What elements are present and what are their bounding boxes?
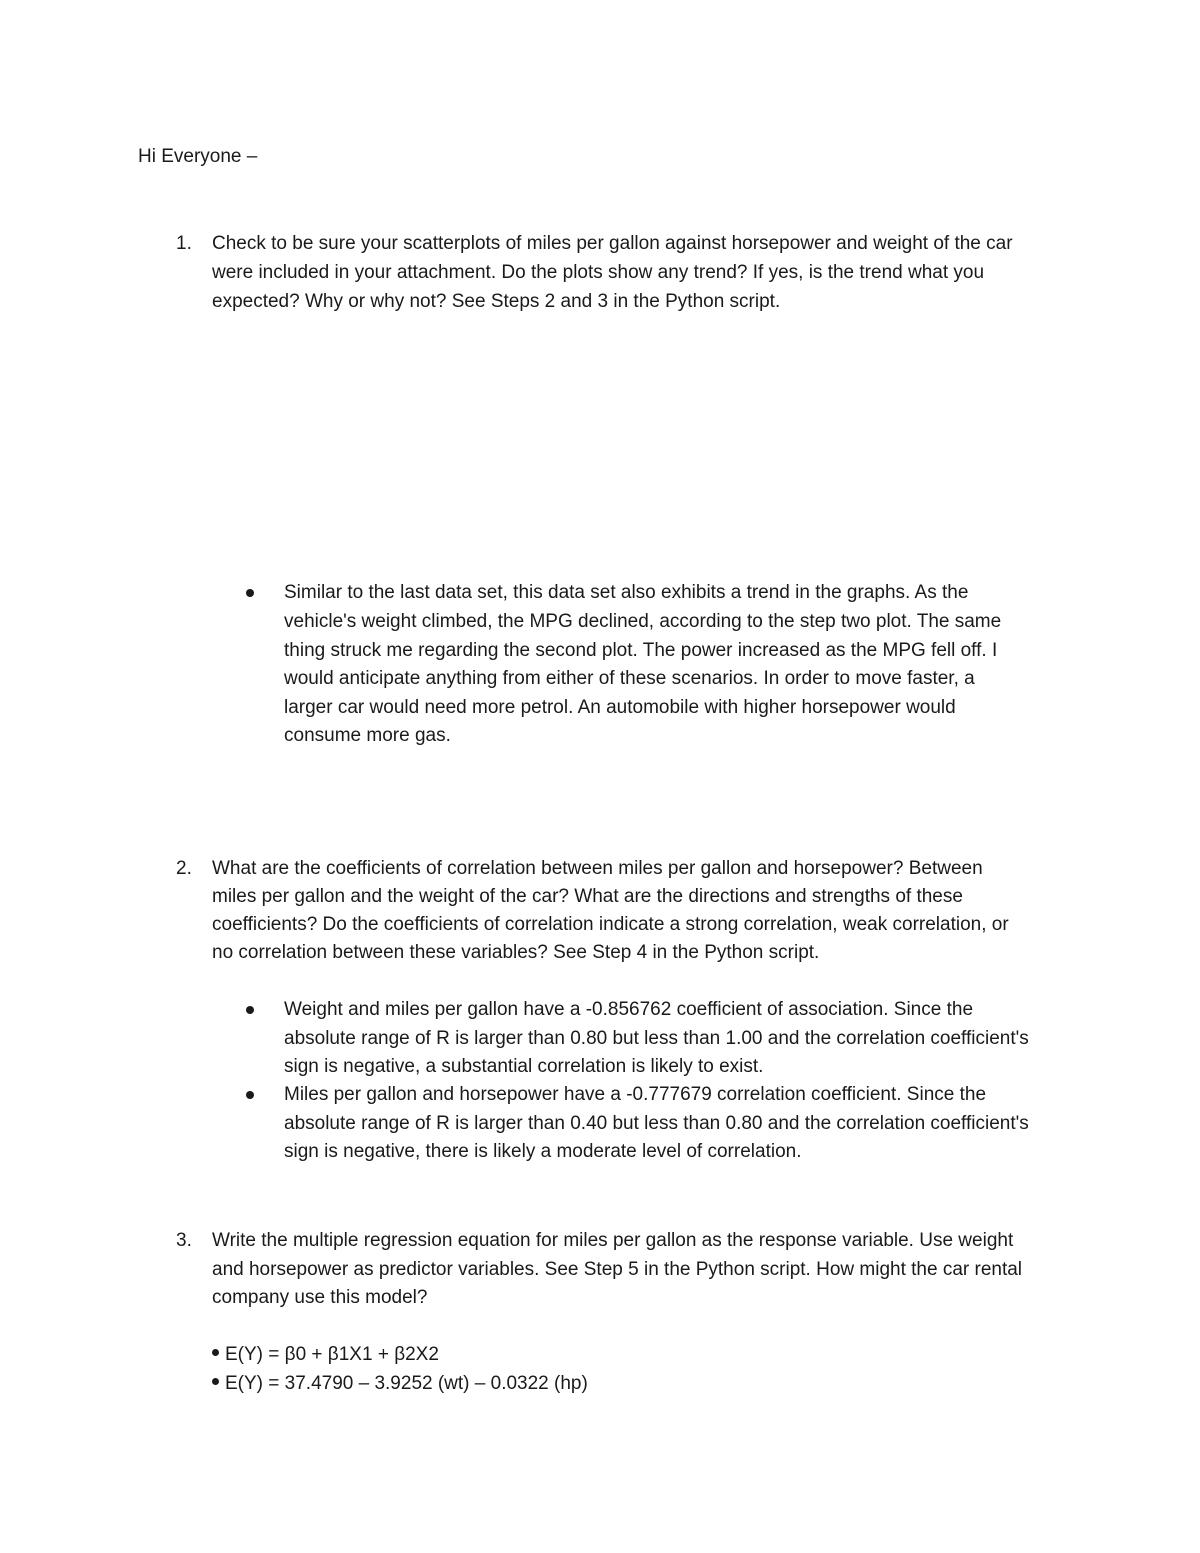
question-3-number: 3.: [176, 1230, 192, 1251]
question-2-line-3: coefficients? Do the coefficients of correlation indicate a strong correlation, weak correlation, or: [212, 914, 1009, 935]
question-3-line-1: Write the multiple regression equation for miles per gallon as the response variable. Use weight: [212, 1230, 1014, 1251]
bullet-icon: [246, 589, 254, 597]
answer-2b-line-1: Miles per gallon and horsepower have a -0.777679 correlation coefficient. Since the: [284, 1084, 987, 1105]
answer-1-line-6: consume more gas.: [284, 725, 451, 746]
greeting: Hi Everyone –: [138, 146, 258, 167]
question-1-number: 1.: [176, 233, 192, 254]
question-1-line-2: were included in your attachment. Do the plots show any trend? If yes, is the trend what you: [212, 262, 985, 283]
question-3-line-2: and horsepower as predictor variables. See Step 5 in the Python script. How might the car rental: [212, 1259, 1023, 1280]
equation-fitted: [212, 1370, 588, 1398]
bullet-icon: [246, 1006, 254, 1014]
equation-fitted-text: E(Y) = 37.4790 – 3.9252 (wt) – 0.0322 (hp): [225, 1373, 588, 1394]
answer-2a-line-2: absolute range of R is larger than 0.80 but less than 1.00 and the correlation coefficient's: [284, 1028, 1029, 1049]
equation-general: [212, 1341, 439, 1369]
answer-1-line-3: thing struck me regarding the second plot. The power increased as the MPG fell off. I: [284, 640, 998, 661]
answer-1-line-2: vehicle's weight climbed, the MPG declined, according to the step two plot. The same: [284, 611, 1002, 632]
answer-2a-line-3: sign is negative, a substantial correlation is likely to exist.: [284, 1056, 764, 1077]
question-2-number: 2.: [176, 858, 192, 879]
answer-1-line-1: Similar to the last data set, this data set also exhibits a trend in the graphs. As the: [284, 582, 969, 603]
question-2-line-4: no correlation between these variables? See Step 4 in the Python script.: [212, 942, 820, 963]
question-2-line-2: miles per gallon and the weight of the car? What are the directions and strengths of these: [212, 886, 963, 907]
bullet-icon: [246, 1091, 254, 1099]
question-1-line-3: expected? Why or why not? See Steps 2 and 3 in the Python script.: [212, 291, 781, 312]
bullet-icon: [212, 1378, 219, 1385]
answer-1-line-4: would anticipate anything from either of these scenarios. In order to move faster, a: [284, 668, 975, 689]
answer-2b-line-3: sign is negative, there is likely a moderate level of correlation.: [284, 1141, 802, 1162]
question-1-line-1: Check to be sure your scatterplots of miles per gallon against horsepower and weight of the car: [212, 233, 1013, 254]
equation-general-text: E(Y) = β0 + β1X1 + β2X2: [225, 1344, 439, 1365]
answer-1-line-5: larger car would need more petrol. An automobile with higher horsepower would: [284, 697, 956, 718]
answer-2b-line-2: absolute range of R is larger than 0.40 but less than 0.80 and the correlation coefficient's: [284, 1113, 1029, 1134]
bullet-icon: [212, 1349, 219, 1356]
question-3-line-3: company use this model?: [212, 1287, 428, 1308]
answer-2a-line-1: Weight and miles per gallon have a -0.856762 coefficient of association. Since the: [284, 999, 974, 1020]
question-2-line-1: What are the coefficients of correlation between miles per gallon and horsepower? Between: [212, 858, 983, 879]
